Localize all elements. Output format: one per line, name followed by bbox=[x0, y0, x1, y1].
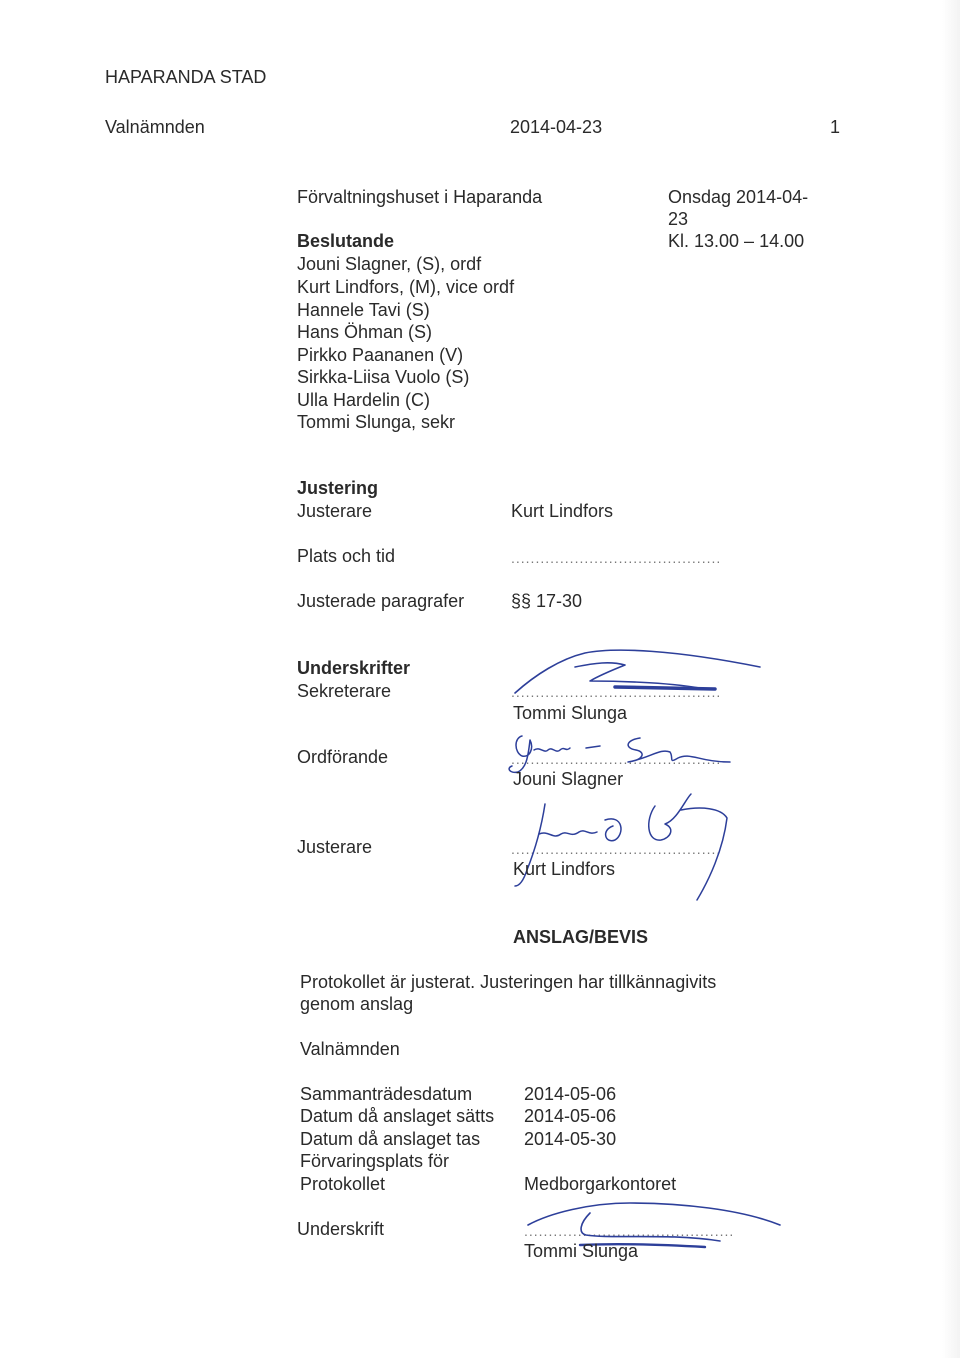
member-item: Pirkko Paananen (V) bbox=[297, 345, 464, 365]
storage-label-line1: Förvaringsplats för bbox=[300, 1151, 450, 1171]
adjuster-label: Justerare bbox=[297, 501, 373, 521]
paragraphs-label: Justerade paragrafer bbox=[297, 591, 465, 611]
secretary-signature bbox=[505, 645, 775, 705]
member-item: Ulla Hardelin (C) bbox=[297, 390, 431, 410]
notice-text-line2: genom anslag bbox=[300, 994, 414, 1014]
notice-row-value: 2014-05-06 bbox=[524, 1084, 617, 1104]
storage-label-line2: Protokollet bbox=[300, 1174, 386, 1194]
secretary-name: Tommi Slunga bbox=[513, 703, 628, 723]
paragraphs-value: §§ 17-30 bbox=[511, 591, 583, 611]
member-item: Jouni Slagner, (S), ordf bbox=[297, 254, 482, 274]
secretary-label: Sekreterare bbox=[297, 681, 392, 701]
notice-row-label: Datum då anslaget sätts bbox=[300, 1106, 495, 1126]
notice-signature-label: Underskrift bbox=[297, 1219, 385, 1239]
notice-text-line1: Protokollet är justerat. Justeringen har tillkännagivits bbox=[300, 972, 717, 992]
meeting-day-date-line2: 23 bbox=[668, 209, 689, 229]
meeting-day-date-line1: Onsdag 2014-04- bbox=[668, 187, 809, 207]
chair-label: Ordförande bbox=[297, 747, 389, 767]
notice-row-label: Datum då anslaget tas bbox=[300, 1129, 481, 1149]
adjuster-signature bbox=[505, 790, 745, 910]
member-item: Hannele Tavi (S) bbox=[297, 300, 430, 320]
place-time-dotted-line: ........................................... bbox=[511, 550, 722, 566]
member-item: Kurt Lindfors, (M), vice ordf bbox=[297, 277, 515, 297]
adjuster-value: Kurt Lindfors bbox=[511, 501, 614, 521]
notice-row-label: Sammanträdesdatum bbox=[300, 1084, 473, 1104]
adjuster-name: Kurt Lindfors bbox=[513, 859, 616, 879]
scan-edge-shadow bbox=[942, 0, 960, 1358]
decision-makers-heading: Beslutande bbox=[297, 231, 395, 251]
adjuster-signature-line: ........................................... bbox=[511, 841, 722, 857]
chair-name: Jouni Slagner bbox=[513, 769, 624, 789]
place-time-label: Plats och tid bbox=[297, 546, 396, 566]
member-item: Hans Öhman (S) bbox=[297, 322, 433, 342]
chair-signature-line: ........................................... bbox=[511, 751, 722, 767]
notice-signature-name: Tommi Slunga bbox=[524, 1241, 639, 1261]
header-date: 2014-04-23 bbox=[510, 117, 603, 137]
meeting-time: Kl. 13.00 – 14.00 bbox=[668, 231, 805, 251]
member-item: Tommi Slunga, sekr bbox=[297, 412, 456, 432]
storage-value: Medborgarkontoret bbox=[524, 1174, 677, 1194]
signatures-heading: Underskrifter bbox=[297, 658, 411, 678]
member-item: Sirkka-Liisa Vuolo (S) bbox=[297, 367, 470, 387]
notice-row-value: 2014-05-06 bbox=[524, 1106, 617, 1126]
notice-body: Valnämnden bbox=[300, 1039, 400, 1059]
secretary-signature-line: ........................................... bbox=[511, 684, 722, 700]
page-number: 1 bbox=[830, 117, 841, 137]
organization-name: HAPARANDA STAD bbox=[105, 67, 267, 87]
adjustment-heading: Justering bbox=[297, 478, 379, 498]
committee-name: Valnämnden bbox=[105, 117, 205, 137]
adjuster-signature-label: Justerare bbox=[297, 837, 373, 857]
meeting-location: Förvaltningshuset i Haparanda bbox=[297, 187, 543, 207]
notice-row-value: 2014-05-30 bbox=[524, 1129, 617, 1149]
notice-signature-line: ........................................... bbox=[524, 1223, 735, 1239]
notice-heading: ANSLAG/BEVIS bbox=[513, 927, 649, 947]
